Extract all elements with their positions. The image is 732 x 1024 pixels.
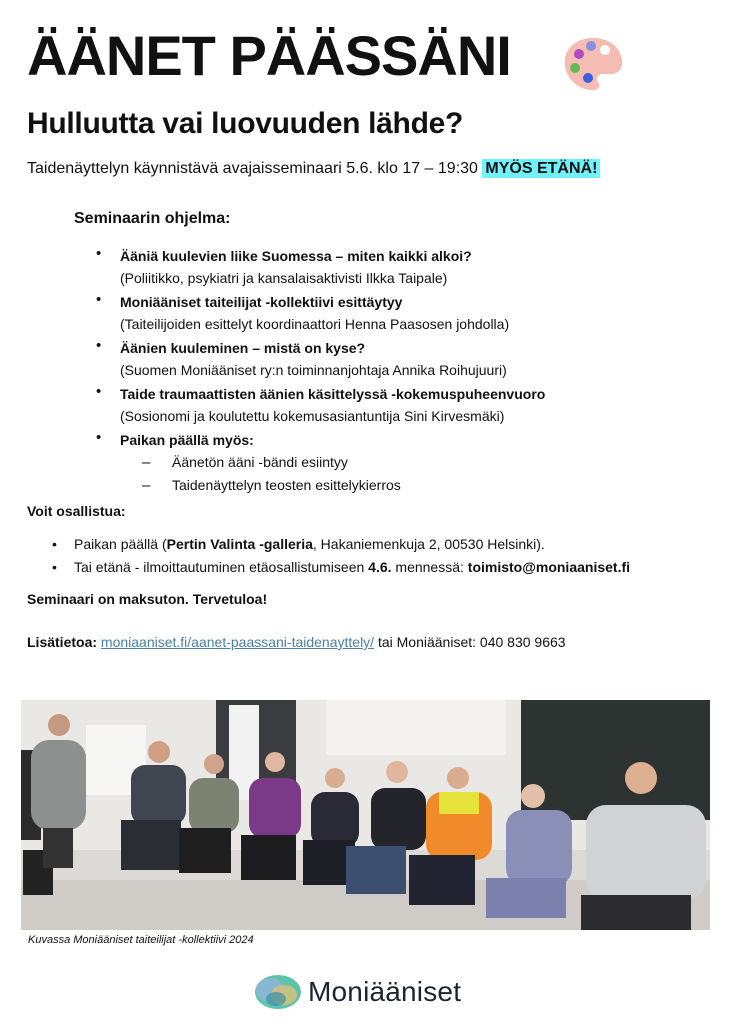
moniaaniset-logo: [252, 972, 482, 1014]
program-list: [96, 245, 696, 499]
exhibition-link[interactable]: moniaaniset.fi/aanet-paassani-taidenayttely/: [100, 634, 375, 650]
brand-bubbles-icon: [252, 972, 302, 1012]
free-admission-text: Seminaari on maksuton. Tervetuloa!: [27, 591, 268, 607]
program-heading: Seminaarin ohjelma:: [74, 210, 231, 227]
photo-caption: Kuvassa Moniääniset taiteilijat -kollektiivi 2024: [28, 934, 254, 946]
phone-contact: tai Moniääniset: 040 830 9663: [374, 634, 566, 650]
remote-highlight: MYÖS ETÄNÄ!: [482, 159, 600, 178]
program-item-speaker: (Poliitikko, psykiatri ja kansalaisaktivisti Ilkka Taipale): [120, 270, 448, 286]
program-item: [96, 337, 696, 381]
remote-middle: mennessä:: [391, 559, 468, 575]
more-info-label: Lisätietoa:: [27, 634, 98, 650]
onsite-extras-list: [142, 451, 696, 497]
page-subtitle: Hulluutta vai luovuuden lähde?: [27, 107, 464, 140]
participation-list: [52, 533, 712, 579]
program-item-title: • Ääniä kuulevien liike Suomessa – miten kaikki alkoi?: [120, 248, 472, 264]
more-info-line: [27, 634, 566, 650]
intro-line: [27, 160, 600, 178]
program-item-title: • Moniääniset taiteilijat -kollektiivi esittäytyy: [120, 294, 403, 310]
venue-address: , Hakaniemenkuja 2, 00530 Helsinki).: [312, 536, 545, 552]
participation-heading: Voit osallistua:: [27, 503, 126, 519]
program-item: [96, 383, 696, 427]
onsite-extra-item: – Äänetön ääni -bändi esiintyy: [142, 451, 696, 474]
remote-prefix: Tai etänä - ilmoittautuminen etäosallistumiseen: [74, 559, 369, 575]
brand-name: Moniääniset: [308, 976, 462, 1007]
program-item-speaker: (Suomen Moniääniset ry:n toiminnanjohtaja Annika Roihujuuri): [120, 362, 507, 378]
program-item-speaker: (Sosionomi ja koulutettu kokemusasiantuntija Sini Kirvesmäki): [120, 408, 505, 424]
participation-onsite: [52, 533, 712, 556]
program-item-title: • Äänien kuuleminen – mistä on kyse?: [120, 340, 366, 356]
intro-text: Taidenäyttelyn käynnistävä avajaisseminaari 5.6. klo 17 – 19:30: [27, 160, 483, 177]
program-item-speaker: (Taiteilijoiden esittelyt koordinaattori Henna Paasosen johdolla): [120, 316, 510, 332]
program-item: [96, 245, 696, 289]
program-item-title: • Taide traumaattisten äänien käsittelyssä -kokemuspuheenvuoro: [120, 386, 546, 402]
participation-remote: [52, 556, 712, 579]
page-title: ÄÄNET PÄÄSSÄNI: [27, 24, 511, 87]
paint-palette-icon: [561, 34, 625, 94]
onsite-prefix: Paikan päällä (: [74, 536, 167, 552]
onsite-extra-item: – Taidenäyttelyn teosten esittelykierros: [142, 474, 696, 497]
program-item-title: • Paikan päällä myös:: [120, 432, 254, 448]
venue-name: Pertin Valinta -galleria: [166, 536, 313, 552]
group-photo: [21, 700, 710, 930]
registration-deadline: 4.6.: [368, 559, 392, 575]
program-item: [96, 429, 696, 497]
program-item: [96, 291, 696, 335]
contact-email[interactable]: toimisto@moniaaniset.fi: [467, 559, 631, 575]
